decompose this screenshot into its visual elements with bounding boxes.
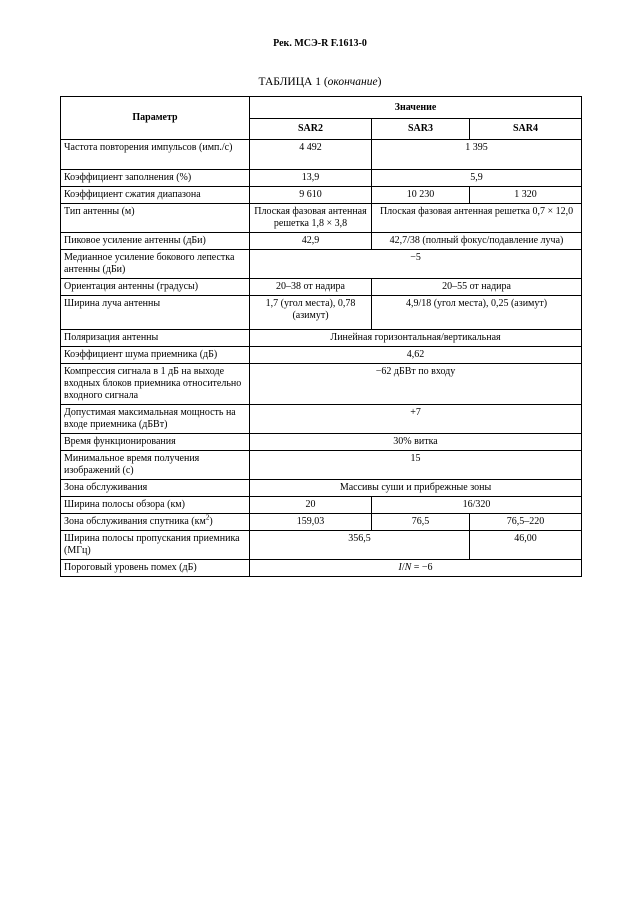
table-row [61,140,582,170]
value-cell: 4,9/18 (угол места), 0,25 (азимут) [372,296,582,330]
table-row [61,296,582,330]
table-row [61,250,582,279]
param-cell: Частота повторения импульсов (имп./с) [61,140,250,170]
table-row [61,560,582,577]
system-header-sar4: SAR4 [470,119,582,140]
value-cell: 356,5 [250,531,470,560]
table-row [61,497,582,514]
value-cell: Массивы суши и прибрежные зоны [250,480,582,497]
table-row [61,279,582,296]
param-cell: Ширина полосы обзора (км) [61,497,250,514]
table-caption: ТАБЛИЦА 1 (окончание) [258,76,382,88]
system-header-sar2: SAR2 [250,119,372,140]
table-row [61,480,582,497]
param-cell: Ширина луча антенны [61,296,250,330]
value-cell: −62 дБВт по входу [250,364,582,405]
table-row [61,330,582,347]
table-row [61,405,582,434]
value-cell: −5 [250,250,582,279]
value-cell: 1,7 (угол места), 0,78 (азимут) [250,296,372,330]
value-cell: 20 [250,497,372,514]
param-cell: Зона обслуживания спутника $(км^2)$ [61,514,250,531]
param-cell: Пороговый уровень помех (дБ) [61,560,250,577]
value-cell: 1 320 [470,187,582,204]
value-cell: 4 492 [250,140,372,170]
value-cell: Плоская фазовая антенная решетка 1,8 × 3,8 [250,204,372,233]
value-cell: 16/320 [372,497,582,514]
param-cell: Тип антенны (м) [61,204,250,233]
value-cell: I/N = −6 [250,560,582,577]
table-row [61,434,582,451]
param-cell: Ширина полосы пропускания приемника (МГц) [61,531,250,560]
value-cell: 20–55 от надира [372,279,582,296]
table-row [61,531,582,560]
param-cell: Время функционирования [61,434,250,451]
param-cell: Коэффициент сжатия диапазона [61,187,250,204]
document-header: Рек. МСЭ-R F.1613-0 [273,38,367,49]
value-column-header: Значение [250,97,582,119]
table-row [61,204,582,233]
param-cell: Зона обслуживания [61,480,250,497]
value-cell: 10 230 [372,187,470,204]
value-cell: 20–38 от надира [250,279,372,296]
value-cell: 30% витка [250,434,582,451]
param-cell: Медианное усиление бокового лепестка антенны (дБи) [61,250,250,279]
table-row [61,347,582,364]
value-cell: 1 395 [372,140,582,170]
param-cell: Коэффициент заполнения (%) [61,170,250,187]
value-cell: 46,00 [470,531,582,560]
param-cell: Пиковое усиление антенны (дБи) [61,233,250,250]
value-cell: 76,5 [372,514,470,531]
value-cell: 42,7/38 (полный фокус/подавление луча) [372,233,582,250]
table-row [61,187,582,204]
table-row [61,514,582,531]
value-cell: 159,03 [250,514,372,531]
value-cell: 13,9 [250,170,372,187]
table-row [61,451,582,480]
value-cell: Линейная горизонтальная/вертикальная [250,330,582,347]
value-cell: 9 610 [250,187,372,204]
value-cell: 42,9 [250,233,372,250]
param-cell: Допустимая максимальная мощность на входе приемника (дБВт) [61,405,250,434]
value-cell: +7 [250,405,582,434]
parameters-table [60,96,582,577]
param-cell: Минимальное время получения изображений (с) [61,451,250,480]
param-column-header: Параметр [61,97,250,140]
param-cell: Поляризация антенны [61,330,250,347]
value-cell: Плоская фазовая антенная решетка 0,7 × 12,0 [372,204,582,233]
table-row [61,170,582,187]
value-cell: 76,5–220 [470,514,582,531]
param-cell: Коэффициент шума приемника (дБ) [61,347,250,364]
table-header-row [61,97,582,119]
value-cell: 15 [250,451,582,480]
table-row [61,233,582,250]
system-header-sar3: SAR3 [372,119,470,140]
table-row [61,364,582,405]
param-cell: Компрессия сигнала в 1 дБ на выходе входных блоков приемника относительно входного сигнала [61,364,250,405]
value-cell: 5,9 [372,170,582,187]
value-cell: 4,62 [250,347,582,364]
param-cell: Ориентация антенны (градусы) [61,279,250,296]
